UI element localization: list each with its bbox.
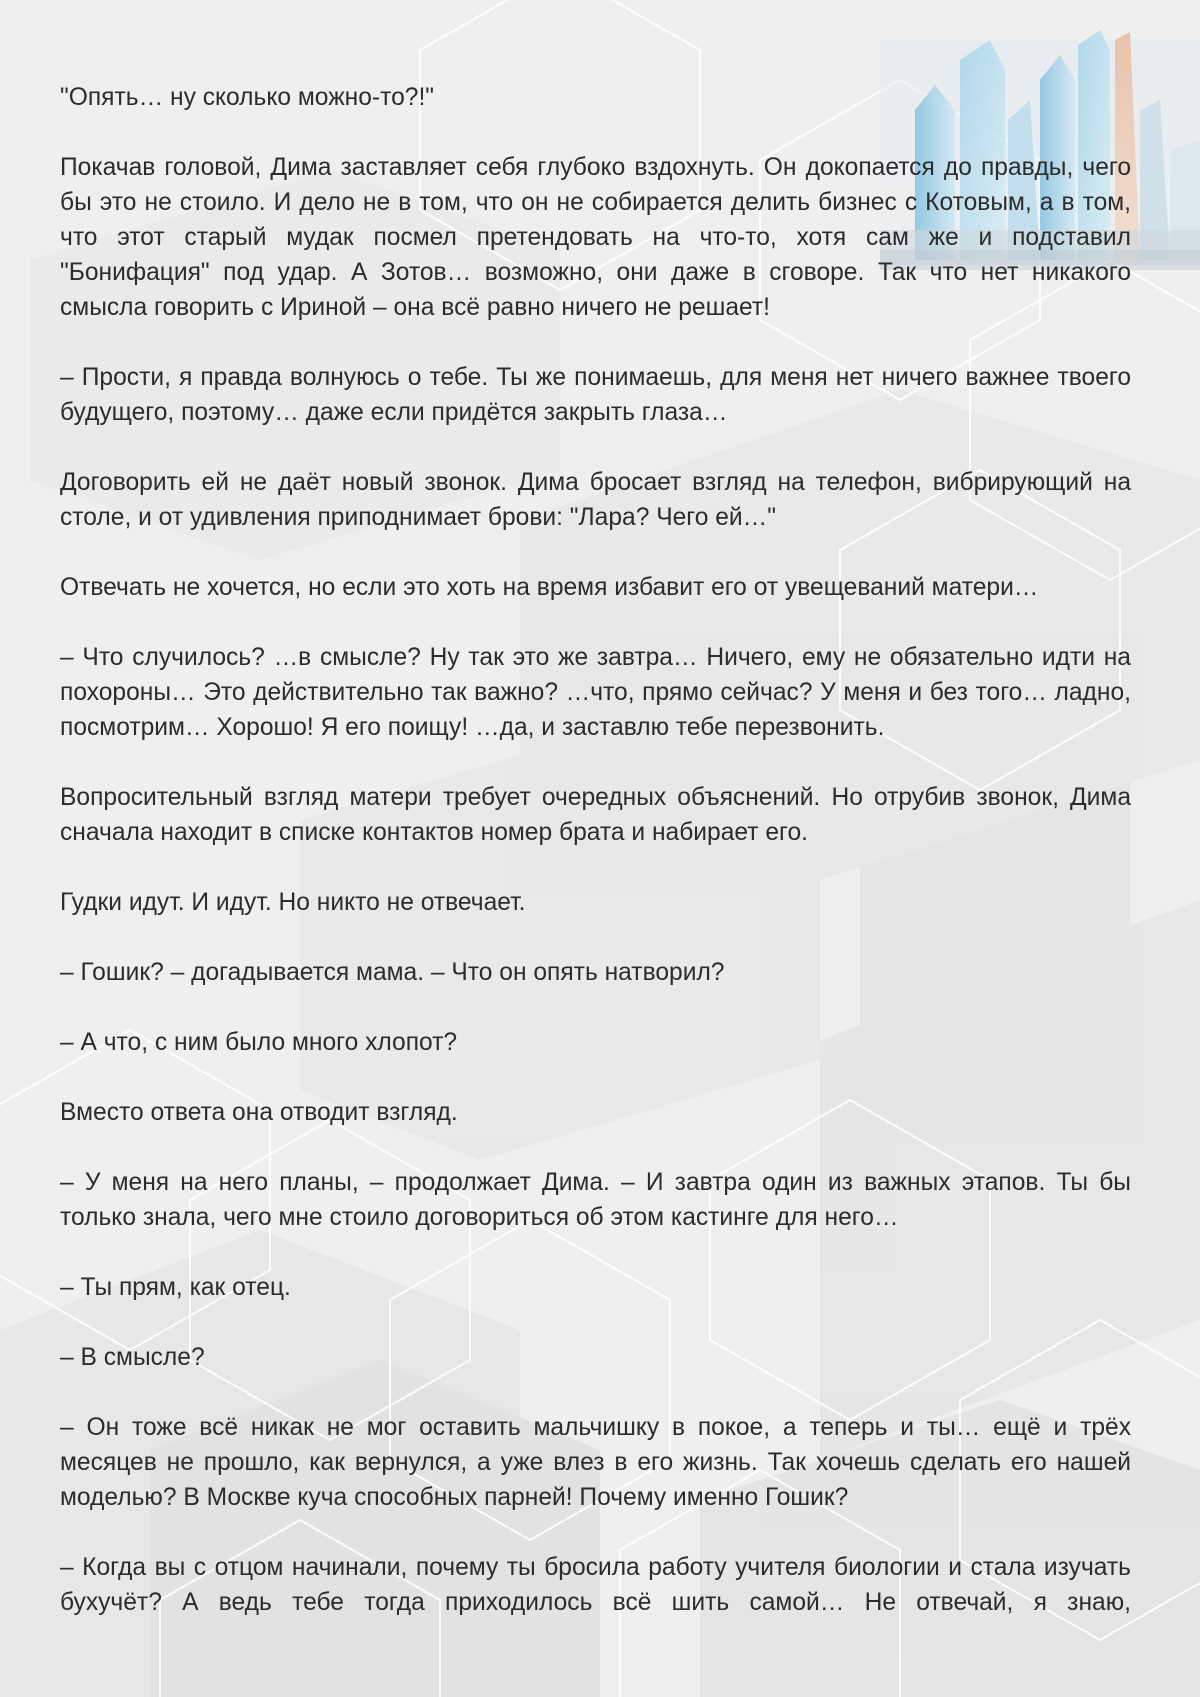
paragraph: – Когда вы с отцом начинали, почему ты бросила работу учителя биологии и стала изучать бухучёт? А ведь тебе тогда приходилось всё шить самой… Не отвечай, я знаю, xyxy=(60,1554,1131,1616)
paragraph: Отвечать не хочется, но если это хоть на время избавит его от увещеваний матери… xyxy=(60,574,1039,601)
paragraph: – В смысле? xyxy=(60,1344,205,1371)
paragraph: Гудки идут. И идут. Но никто не отвечает. xyxy=(60,889,526,916)
paragraph: – У меня на него планы, – продолжает Дима. – И завтра один из важных этапов. Ты бы только знала, чего мне стоило договориться об этом кастинге для него… xyxy=(60,1169,1131,1231)
paragraph: Покачав головой, Дима заставляет себя глубоко вздохнуть. Он докопается до правды, чего бы это не стоило. И дело не в том, что он не собирается делить бизнес с Котовым, а в том, что этот старый мудак посмел претендовать на что-то, хотя сам же и подставил "Бонифация" под удар. А Зотов… возможно, они даже в сговоре. Так что нет никакого смысла говорить с Ириной – она всё равно ничего не решает! xyxy=(60,154,1131,321)
document-body xyxy=(60,80,1131,1620)
paragraph: "Опять… ну сколько можно-то?!" xyxy=(60,84,435,111)
paragraph: – Прости, я правда волнуюсь о тебе. Ты же понимаешь, для меня нет ничего важнее твоего будущего, поэтому… даже если придётся закрыть глаза… xyxy=(60,364,1131,426)
paragraph: – Он тоже всё никак не мог оставить мальчишку в покое, а теперь и ты… ещё и трёх месяцев не прошло, как вернулся, а уже влез в его жизнь. Так хочешь сделать его нашей моделью? В Москве куча способных парней! Почему именно Гошик? xyxy=(60,1414,1131,1511)
paragraph: Договорить ей не даёт новый звонок. Дима бросает взгляд на телефон, вибрирующий на столе, и от удивления приподнимает брови: "Лара? Чего ей…" xyxy=(60,469,1131,531)
paragraph: – Гошик? – догадывается мама. – Что он опять натворил? xyxy=(60,959,725,986)
paragraph: – Что случилось? …в смысле? Ну так это же завтра… Ничего, ему не обязательно идти на похороны… Это действительно так важно? …что, прямо сейчас? У меня и без того… ладно, посмотрим… Хорошо! Я его поищу! …да, и заставлю тебе перезвонить. xyxy=(60,644,1131,741)
paragraph: Вместо ответа она отводит взгляд. xyxy=(60,1099,458,1126)
paragraph: – Ты прям, как отец. xyxy=(60,1274,291,1301)
paragraph: – А что, с ним было много хлопот? xyxy=(60,1029,458,1056)
paragraph: Вопросительный взгляд матери требует очередных объяснений. Но отрубив звонок, Дима сначала находит в списке контактов номер брата и набирает его. xyxy=(60,784,1131,846)
